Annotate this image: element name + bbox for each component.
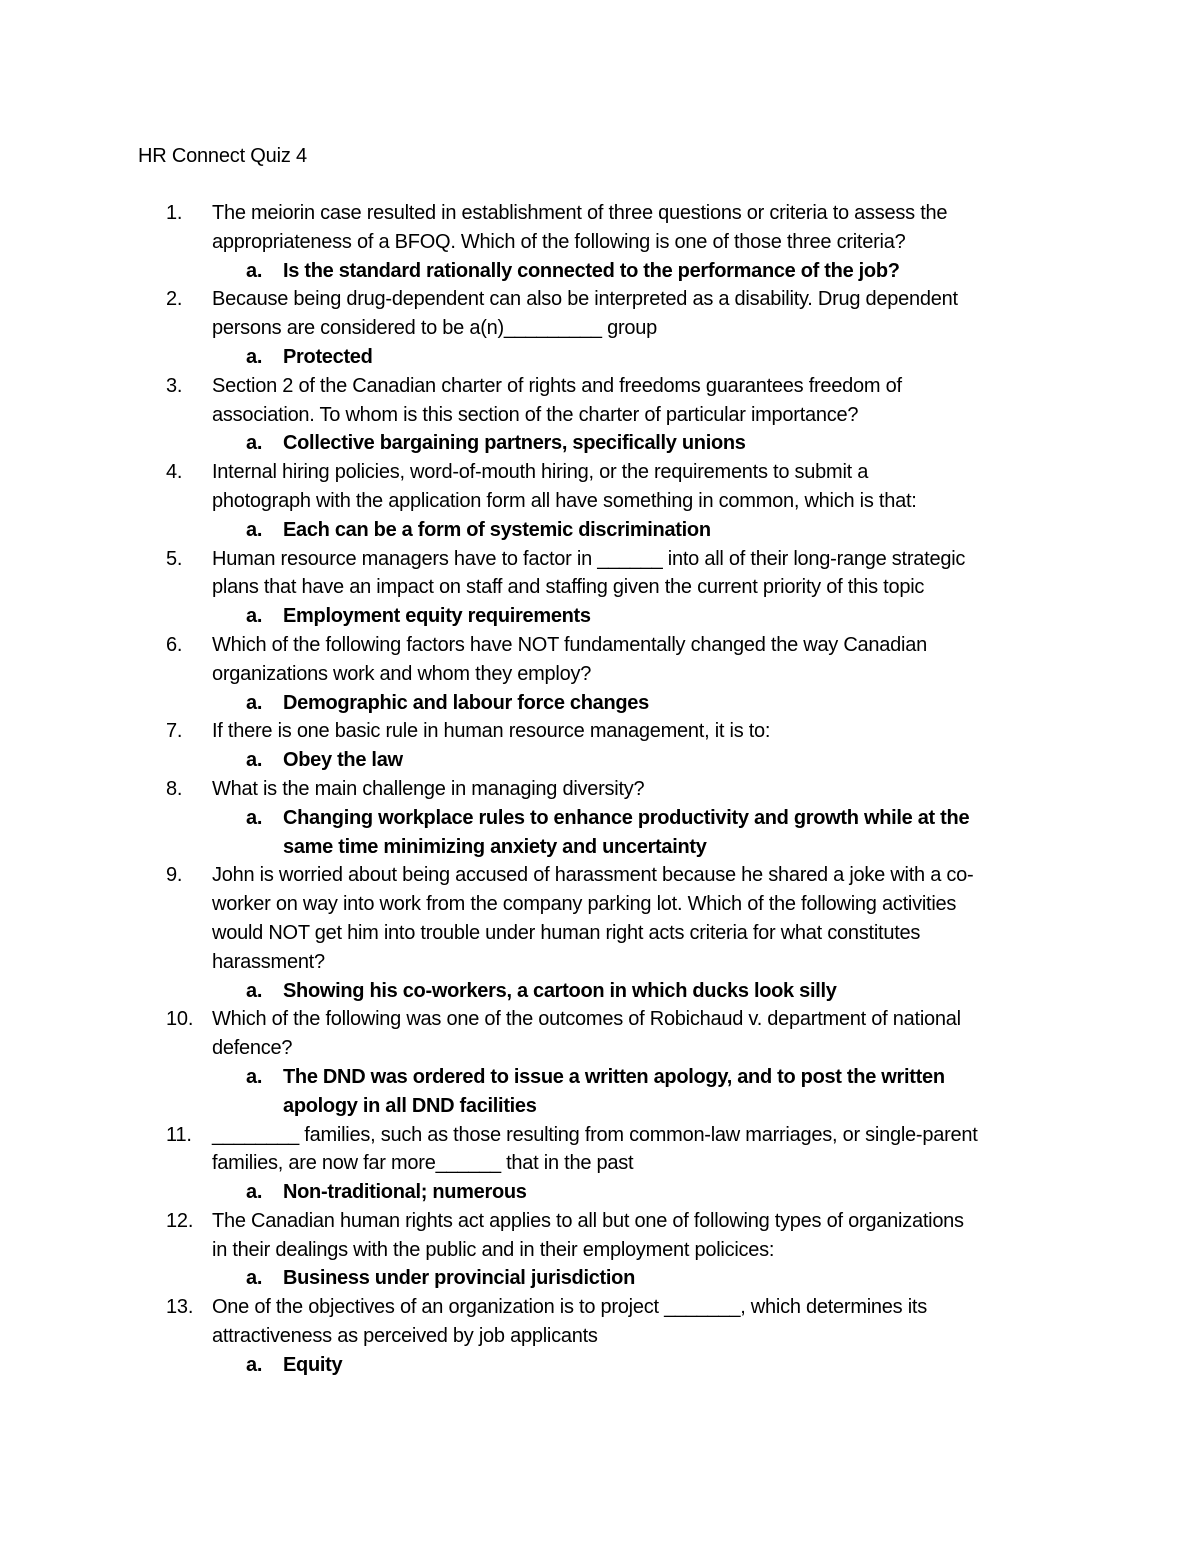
question-number: 2.: [166, 288, 183, 311]
answer-letter: a.: [246, 691, 263, 714]
question-item: [0, 199, 1200, 285]
question-text: ________ families, such as those resulting from common-law marriages, or single-parent families, are now far more______ that in the past: [212, 1123, 978, 1175]
question-number: 3.: [166, 374, 183, 397]
answer-item: [0, 257, 1200, 286]
question-number: 6.: [166, 633, 183, 656]
question-text: Which of the following was one of the outcomes of Robichaud v. department of national defence?: [212, 1008, 961, 1060]
answer-item: [0, 746, 1200, 775]
answer-letter: a.: [246, 749, 263, 772]
answer-text: Non-traditional; numerous: [283, 1181, 527, 1204]
answer-text: Is the standard rationally connected to the performance of the job?: [283, 259, 900, 282]
answer-letter: a.: [246, 345, 263, 368]
answer-letter: a.: [246, 1065, 263, 1088]
question-text: John is worried about being accused of harassment because he shared a joke with a co- worker on way into work from the company parking lot. Which of the following activities would NOT get him into trouble under human right acts criteria for what constitutes harassment?: [212, 864, 974, 973]
answer-text: Collective bargaining partners, specifically unions: [283, 432, 746, 455]
question-number: 9.: [166, 864, 183, 887]
answer-item: [0, 689, 1200, 718]
question-item: [0, 1207, 1200, 1293]
answer-item: [0, 602, 1200, 631]
question-number: 7.: [166, 720, 183, 743]
answer-letter: a.: [246, 1353, 263, 1376]
answer-text: Equity: [283, 1353, 343, 1376]
question-text: Internal hiring policies, word-of-mouth hiring, or the requirements to submit a photograph with the application form all have something in common, which is that:: [212, 461, 917, 512]
answer-text: Protected: [283, 345, 373, 368]
answer-text: Obey the law: [283, 749, 403, 772]
answer-item: [0, 429, 1200, 458]
document-title: HR Connect Quiz 4: [138, 145, 307, 167]
question-item: [0, 285, 1200, 371]
question-text: Because being drug-dependent can also be interpreted as a disability. Drug dependent persons are considered to be a(n)_________ group: [212, 288, 958, 340]
answer-item: [0, 343, 1200, 372]
answer-letter: a.: [246, 806, 263, 829]
answer-letter: a.: [246, 979, 263, 1002]
answer-text: Employment equity requirements: [283, 605, 591, 628]
question-text: One of the objectives of an organization is to project _______, which determines its attractiveness as perceived by job applicants: [212, 1296, 927, 1348]
question-item: [0, 861, 1200, 1005]
answer-text: Demographic and labour force changes: [283, 691, 649, 714]
answer-letter: a.: [246, 432, 263, 455]
question-item: [0, 545, 1200, 631]
answer-item: [0, 1264, 1200, 1293]
question-text: What is the main challenge in managing diversity?: [212, 777, 645, 800]
answer-item: [0, 1351, 1200, 1380]
answer-letter: a.: [246, 1267, 263, 1290]
answer-letter: a.: [246, 259, 263, 282]
answer-item: [0, 516, 1200, 545]
answer-text: The DND was ordered to issue a written apology, and to post the written apology in all DND facilities: [283, 1065, 945, 1117]
answer-text: Changing workplace rules to enhance productivity and growth while at the same time minimizing anxiety and uncertainty: [283, 806, 970, 858]
question-item: [0, 1005, 1200, 1120]
answer-item: [0, 804, 1200, 862]
question-item: [0, 372, 1200, 458]
answer-item: [0, 1063, 1200, 1121]
question-number: 10.: [166, 1008, 194, 1031]
question-item: [0, 1293, 1200, 1379]
question-text: Which of the following factors have NOT fundamentally changed the way Canadian organizations work and whom they employ?: [212, 633, 927, 685]
question-item: [0, 1121, 1200, 1207]
question-number: 8.: [166, 777, 183, 800]
answer-text: Showing his co-workers, a cartoon in which ducks look silly: [283, 979, 837, 1002]
question-text: The Canadian human rights act applies to all but one of following types of organizations in their dealings with the public and in their employment policices:: [212, 1209, 964, 1261]
answer-letter: a.: [246, 605, 263, 628]
question-number: 4.: [166, 461, 183, 484]
answer-item: [0, 977, 1200, 1006]
answer-text: Each can be a form of systemic discrimination: [283, 518, 711, 541]
question-number: 13.: [166, 1296, 194, 1319]
question-item: [0, 775, 1200, 861]
answer-letter: a.: [246, 518, 263, 541]
question-list: [0, 199, 1200, 1380]
answer-letter: a.: [246, 1181, 263, 1204]
question-text: If there is one basic rule in human resource management, it is to:: [212, 720, 771, 743]
question-number: 11.: [166, 1123, 192, 1146]
question-text: The meiorin case resulted in establishment of three questions or criteria to assess the appropriateness of a BFOQ. Which of the following is one of those three criteria?: [212, 202, 948, 253]
question-text: Human resource managers have to factor in ______ into all of their long-range strategic plans that have an impact on staff and staffing given the current priority of this topic: [212, 547, 966, 599]
question-text: Section 2 of the Canadian charter of rights and freedoms guarantees freedom of association. To whom is this section of the charter of particular importance?: [212, 374, 902, 426]
question-number: 12.: [166, 1209, 194, 1232]
question-number: 1.: [166, 202, 183, 224]
question-item: [0, 458, 1200, 544]
question-item: [0, 717, 1200, 775]
question-number: 5.: [166, 547, 183, 570]
question-item: [0, 631, 1200, 717]
answer-text: Business under provincial jurisdiction: [283, 1267, 636, 1290]
answer-item: [0, 1178, 1200, 1207]
